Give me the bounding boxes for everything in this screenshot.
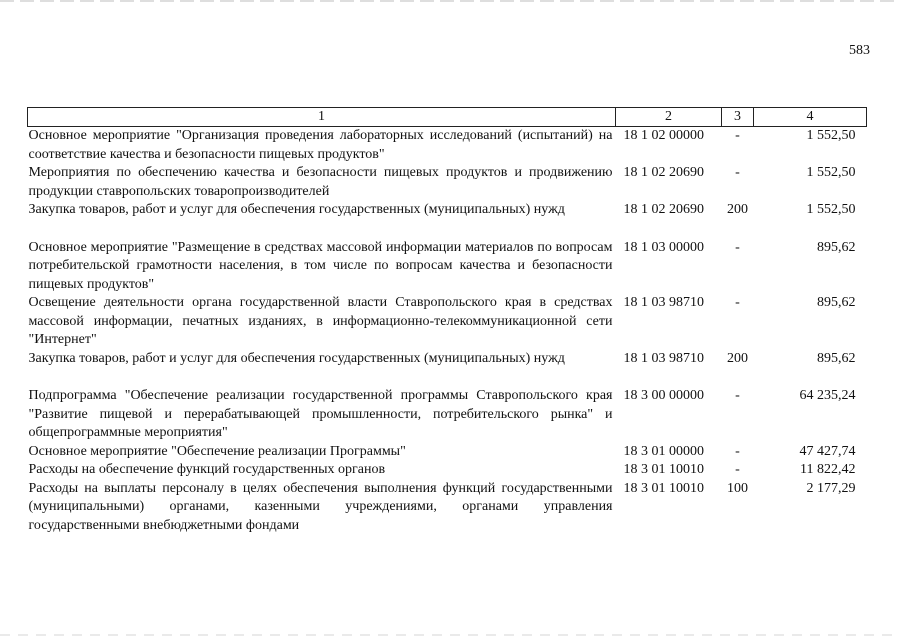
table-row: [28, 127, 867, 165]
row-amount: 895,62: [817, 350, 856, 366]
row-code: 18 3 01 00000: [623, 443, 704, 459]
row-code: 18 3 01 10010: [623, 480, 704, 496]
row-type: -: [735, 388, 740, 403]
table-row: [28, 350, 867, 369]
row-amount: 1 552,50: [806, 202, 856, 217]
row-amount: 895,62: [817, 239, 856, 255]
row-amount: 895,62: [817, 295, 856, 310]
row-type: -: [735, 443, 740, 459]
row-type: -: [735, 462, 740, 477]
row-amount: 11 822,42: [800, 462, 856, 477]
row-amount: 2 177,29: [806, 480, 856, 496]
header-col-1: 1: [28, 108, 616, 127]
row-type: 100: [727, 480, 748, 496]
row-amount: 64 235,24: [799, 388, 856, 403]
row-code: 18 3 00 00000: [623, 388, 704, 403]
row-spacer: [28, 368, 867, 387]
row-amount: 1 552,50: [806, 165, 856, 180]
header-col-2: 2: [616, 108, 722, 127]
table-row: [28, 294, 867, 350]
row-type: -: [735, 295, 740, 310]
row-code: 18 1 03 98710: [623, 350, 704, 366]
row-code: 18 1 02 20690: [623, 165, 704, 180]
table-row: [28, 461, 867, 480]
header-col-3: 3: [722, 108, 754, 127]
row-name: Освещение деятельности органа государственной власти Ставропольского края в средствах массовой информации, печатных изданиях, в информационно-телекоммуникационной сети "Интернет": [28, 295, 613, 347]
table-row: [28, 239, 867, 295]
row-spacer: [28, 220, 867, 239]
row-code: 18 1 03 98710: [623, 295, 704, 310]
row-amount: 1 552,50: [806, 128, 856, 143]
row-code: 18 1 03 00000: [623, 239, 704, 255]
row-type: -: [735, 128, 740, 143]
table-row: [28, 201, 867, 220]
row-name: Расходы на обеспечение функций государственных органов: [28, 462, 386, 477]
row-name: Закупка товаров, работ и услуг для обеспечения государственных (муниципальных) нужд: [28, 350, 565, 366]
table-row: [28, 387, 867, 443]
table-row: [28, 164, 867, 201]
row-name: Основное мероприятие "Размещение в средствах массовой информации материалов по вопросам потребительской грамотности населения, в том числе по вопросам качества и безопасности пищевых продуктов": [28, 239, 613, 292]
scan-artifact-top: [0, 0, 898, 2]
row-code: 18 1 02 20690: [623, 202, 704, 217]
row-code: 18 1 02 00000: [623, 128, 704, 143]
table-row: [28, 480, 867, 536]
row-type: 200: [727, 350, 748, 366]
row-name: Подпрограмма "Обеспечение реализации государственной программы Ставропольского края "Развитие пищевой и перерабатывающей промышленности, потребительского рынка" и общепрограммные мероприятия": [28, 388, 613, 440]
row-type: -: [735, 165, 740, 180]
row-type: 200: [727, 202, 748, 217]
page-number: 583: [849, 43, 870, 58]
row-code: 18 3 01 10010: [623, 462, 704, 477]
scan-artifact-bottom: [0, 634, 898, 636]
row-name: Мероприятия по обеспечению качества и безопасности пищевых продуктов и продвижению продукции ставропольских товаропроизводителей: [28, 165, 613, 199]
header-col-4: 4: [754, 108, 867, 127]
row-name: Закупка товаров, работ и услуг для обеспечения государственных (муниципальных) нужд: [28, 202, 565, 217]
row-type: -: [735, 239, 740, 255]
row-amount: 47 427,74: [799, 443, 856, 459]
table-row: [28, 443, 867, 462]
row-name: Основное мероприятие "Организация проведения лабораторных исследований (испытаний) на соответствие качества и безопасности пищевых продуктов": [28, 128, 613, 162]
row-name: Расходы на выплаты персоналу в целях обеспечения выполнения функций государственными (муниципальными) органами, казенными учреждениями, органами управления государственными внебюджетными фондами: [28, 480, 613, 533]
header-row: [28, 108, 867, 127]
budget-table: [27, 107, 867, 535]
row-name: Основное мероприятие "Обеспечение реализации Программы": [28, 443, 406, 459]
